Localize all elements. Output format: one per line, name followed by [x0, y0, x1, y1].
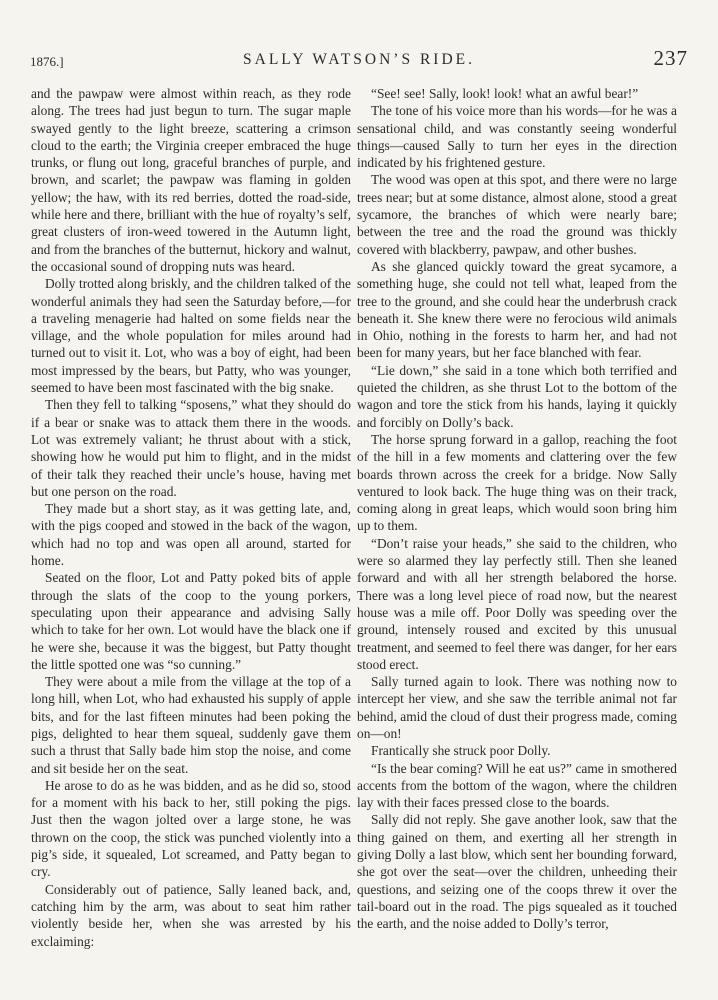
paragraph: They were about a mile from the village at the top of a long hill, when Lot, who had exhausted his supply of apple bits, and for the last fifteen minutes had been poking the pigs, delighted to hear them squeal, suddenly gave them such a thrust that Sally bade him stop the noise, and come and sit beside her on the seat.	[31, 674, 351, 776]
paragraph: The horse sprung forward in a gallop, reaching the foot of the hill in a few moments and clattering over the few boards thrown across the creek for a bridge. Now Sally ventured to look back. The huge thing was on their track, coming along in great leaps, which would soon bring him up to them.	[357, 431, 677, 534]
page-number: 237	[653, 46, 688, 70]
paragraph: Then they fell to talking “sposens,” what they should do if a bear or snake was to attack them there in the woods. Lot was extremely valiant; he thrust about with a stick, showing how he would put him to flight, and in the midst of their talk they reached their uncle’s house, having met but one person on the road.	[31, 397, 351, 499]
paragraph: “Is the bear coming? Will he eat us?” came in smothered accents from the bottom of the wagon, where the children lay with their faces pressed close to the boards.	[357, 760, 677, 811]
paragraph: “Don’t raise your heads,” she said to the children, who were so alarmed they lay perfectly still. Then she leaned forward and with all her strength belabored the horse. There was a long level piece of road now, but the nearest house was a mile off. Poor Dolly was speeding over the ground, intensely roused and excited by this unusual treatment, and seemed to feel there was danger, for her ears stood erect.	[357, 535, 677, 672]
paragraph: Sally turned again to look. There was nothing now to intercept her view, and she saw the terrible animal not far behind, amid the cloud of dust their progress made, coming on—on!	[357, 674, 677, 741]
right-column	[357, 85, 677, 933]
paragraph: The tone of his voice more than his words—for he was a sensational child, and was constantly seeing wonderful things—caused Sally to turn her eyes in the direction indicated by his frightened gesture.	[357, 103, 677, 171]
paragraph: and the pawpaw were almost within reach, as they rode along. The trees had just begun to turn. The sugar maple swayed gently to the light breeze, scattering a crimson cloud to the earth; the Virginia creeper embraced the huge trunks, or flung out long, graceful branches of purple, and brown, and scarlet; the pawpaw was flaming in golden yellow; the haw, with its red berries, dotted the road-side, while here and there, brilliant with the hue of royalty’s self, great clusters of iron-weed towered in the Autumn light, and from the branches of the butternut, hickory and walnut, the occasional sound of dropping nuts was heard.	[31, 86, 351, 274]
paragraph: He arose to do as he was bidden, and as he did so, stood for a moment with his back to her, still poking the pigs. Just then the wagon jolted over a large stone, he was thrown on the coop, the stick was punched violently into a pig’s side, it squealed, Lot screamed, and Patty began to cry.	[31, 777, 351, 880]
left-column	[31, 85, 351, 950]
paragraph: “See! see! Sally, look! look! what an awful bear!”	[371, 86, 639, 101]
paragraph: The wood was open at this spot, and there were no large trees near; but at some distance, almost alone, stood a great sycamore, the branches of which were nearly bare; between the tree and the road the ground was thickly covered with blackberry, pawpaw, and other bushes.	[357, 172, 677, 257]
paragraph: Dolly trotted along briskly, and the children talked of the wonderful animals they had seen the Saturday before,—for a traveling menagerie had halted on some fields near the village, and the whole population for miles around had turned out to visit it. Lot, who was a boy of eight, had been most impressed by the bears, but Patty, who was younger, seemed to have been most fascinated with the big snake.	[31, 276, 351, 396]
header-title: SALLY WATSON’S RIDE.	[243, 51, 475, 68]
paragraph: Frantically she struck poor Dolly.	[371, 743, 551, 759]
paragraph: Seated on the floor, Lot and Patty poked bits of apple through the slats of the coop to the young porkers, speculating upon their appearance and advising Sally which to take for her own. Lot would have the black one if he were she, because it was the biggest, but Patty thought the little spotted one was “so cunning.”	[31, 570, 351, 672]
paragraph: Considerably out of patience, Sally leaned back, and, catching him by the arm, was about to seat him rather violently beside her, when she was arrested by his exclaiming:	[31, 881, 351, 949]
paragraph: They made but a short stay, as it was getting late, and, with the pigs cooped and stowed in the back of the wagon, which had no top and was open all around, started for home.	[31, 501, 351, 569]
paragraph: Sally did not reply. She gave another look, saw that the thing gained on them, and exerting all her strength in giving Dolly a last blow, which sent her bounding forward, she got over the seat—over the children, unheeding their questions, and seizing one of the coops threw it over the tail-board out in the road. The pigs squealed as it touched the earth, and the noise added to Dolly’s terror,	[357, 812, 677, 932]
paragraph: “Lie down,” she said in a tone which both terrified and quieted the children, as she thrust Lot to the bottom of the wagon and tore the stick from his hands, laying it quickly and forcibly on Dolly’s back.	[357, 362, 677, 430]
running-header	[30, 46, 688, 76]
header-year: 1876.]	[30, 54, 64, 69]
paragraph: As she glanced quickly toward the great sycamore, a something huge, she could not tell what, leaped from the tree to the ground, and she could hear the underbrush crack beneath it. She knew there were no ferocious wild animals in Ohio, nothing in the forests to harm her, and had not been for many years, but her face blanched with fear.	[357, 258, 677, 361]
